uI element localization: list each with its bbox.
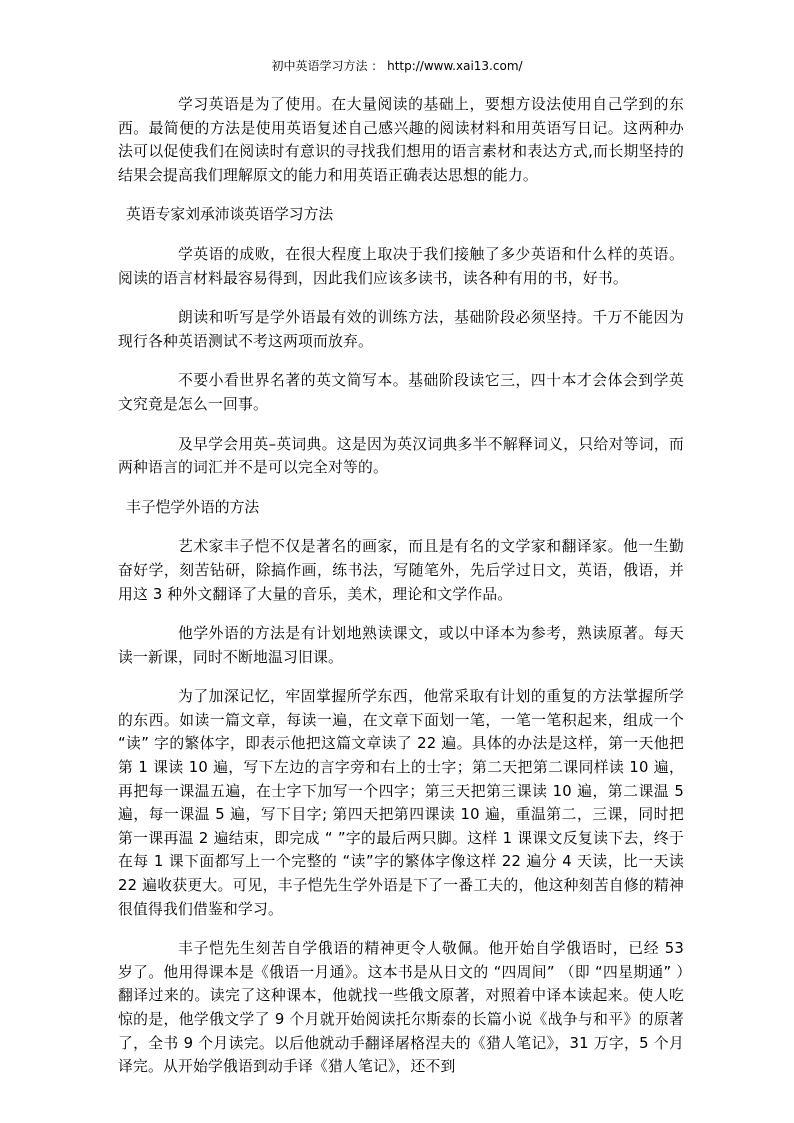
paragraph: 丰子恺先生刻苦自学俄语的精神更令人敬佩。他开始自学俄语时，已经 53 岁了。他用得课本是《俄语一月通》。这本书是从日文的 “四周间” （即 “四星期通” ）翻译过来的。读完了这种课本，他就找一些俄文原著，对照着中译本读起来。使人吃惊的是，他学俄文学了 9 个月就开始阅读托尔斯泰的长篇小说《战争与和平》的原著了，全书 9 个月读完。以后他就动手翻译屠格涅夫的《猎人笔记》，31 万字，5 个月译完。从开始学俄语到动手译《猎人笔记》，还不到: [118, 940, 684, 1076]
page-header: 初中英语学习方法 ： http://www.xai13.com/: [271, 59, 523, 73]
paragraph: 学英语的成败，在很大程度上取决于我们接触了多少英语和什么样的英语。阅读的语言材料最容易得到，因此我们应该多读书，读各种有用的书，好书。: [118, 245, 684, 287]
paragraph: 朗读和听写是学外语最有效的训练方法，基础阶段必须坚持。千万不能因为现行各种英语测试不考这两项而放弃。: [118, 309, 684, 350]
section-heading: 丰子恺学外语的方法: [126, 498, 260, 516]
paragraph: 艺术家丰子恺不仅是著名的画家，而且是有名的文学家和翻译家。他一生勤奋好学，刻苦钻研，除搞作画，练书法，写随笔外，先后学过日文，英语，俄语，并用这 3 种外文翻译了大量的音乐，美术，理论和文学作品。: [118, 538, 684, 603]
paragraph: 学习英语是为了使用。在大量阅读的基础上，要想方设法使用自己学到的东西。最简便的方法是使用英语复述自己感兴趣的阅读材料和用英语写日记。这两种办法可以促使我们在阅读时有意识的寻找我们想用的语言素材和表达方式,而长期坚持的结果会提高我们理解原文的能力和用英语正确表达思想的能力。: [118, 96, 684, 184]
document-body: [118, 93, 684, 1095]
paragraph: 不要小看世界名著的英文简写本。基础阶段读它三，四十本才会体会到学英文究竟是怎么一回事。: [118, 372, 684, 413]
paragraph: 及早学会用英–英词典。这是因为英汉词典多半不解释词义，只给对等词，而两种语言的词汇并不是可以完全对等的。: [118, 435, 684, 477]
paragraph: 他学外语的方法是有计划地熟读课文，或以中译本为参考，熟读原著。每天读一新课，同时不断地温习旧课。: [118, 625, 684, 666]
paragraph: 为了加深记忆，牢固掌握所学东西，他常采取有计划的重复的方法掌握所学的东西。如读一篇文章，每读一遍，在文章下面划一笔，一笔一笔积起来，组成一个 “读” 字的繁体字，即表示他把这篇文章读了 22 遍。具体的办法是这样，第一天他把第 1 课读 10 遍，写下左边的言字旁和右上的士字；第二天把第二课同样读 10 遍，再把每一课温五遍，在士字下加写一个四字；第三天把第三课读 10 遍，第二课温 5 遍，每一课温 5 遍，写下目字; 第四天把第四课读 10 遍，重温第二，三课，同时把第一课再温 2 遍结束，即完成 “ ”字的最后两只脚。这样 1 课课文反复读下去，终于在每 1 课下面都写上一个完整的 “读”字的繁体字像这样 22 遍分 4 天读，比一天读 22 遍收获更大。可见，丰子恺先生学外语是下了一番工夫的，他这种刻苦自修的精神很值得我们借鉴和学习。: [118, 688, 684, 918]
section-heading: 英语专家刘承沛谈英语学习方法: [126, 206, 334, 224]
